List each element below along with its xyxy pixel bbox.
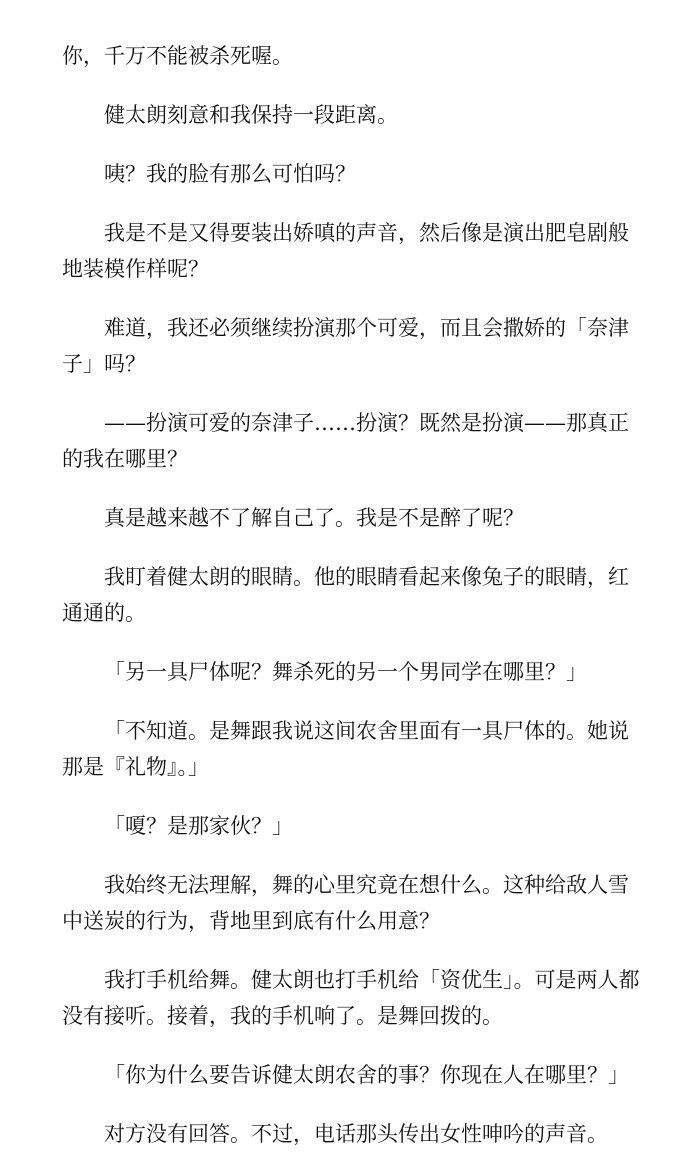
paragraph-4: 我是不是又得要装出娇嗔的声音，然后像是演出肥皂剧般地装模作样呢？ [62,221,629,281]
paragraph-6: ——扮演可爱的奈津子……扮演？既然是扮演——那真正的我在哪里？ [62,411,629,471]
paragraph-8: 我盯着健太朗的眼睛。他的眼睛看起来像兔子的眼睛，红通通的。 [62,565,629,625]
paragraph-13: 我打手机给舞。健太朗也打手机给「资优生」。可是两人都没有接听。接着，我的手机响了。是舞回拨的。 [62,968,640,1028]
paragraph-14: 「你为什么要告诉健太朗农舍的事？你现在人在哪里？」 [104,1063,629,1087]
paragraph-3: 咦？我的脸有那么可怕吗？ [104,162,356,186]
paragraph-12: 我始终无法理解，舞的心里究竟在想什么。这种给敌人雪中送炭的行为，背地里到底有什么用意？ [62,873,629,933]
paragraph-1: 你，千万不能被杀死喔。 [62,44,293,68]
document-page [62,38,644,1175]
paragraph-10: 「不知道。是舞跟我说这间农舍里面有一具尸体的。她说那是『礼物』。」 [62,719,629,779]
paragraph-2: 健太朗刻意和我保持一段距离。 [104,103,398,127]
paragraph-11: 「嗄？是那家伙？」 [104,814,293,838]
paragraph-15: 对方没有回答。不过，电话那头传出女性呻吟的声音。 [104,1122,608,1146]
paragraph-9: 「另一具尸体呢？舞杀死的另一个男同学在哪里？」 [104,660,587,684]
paragraph-5: 难道，我还必须继续扮演那个可爱，而且会撒娇的「奈津子」吗？ [62,316,629,376]
paragraph-7: 真是越来越不了解自己了。我是不是醉了呢？ [104,506,524,530]
